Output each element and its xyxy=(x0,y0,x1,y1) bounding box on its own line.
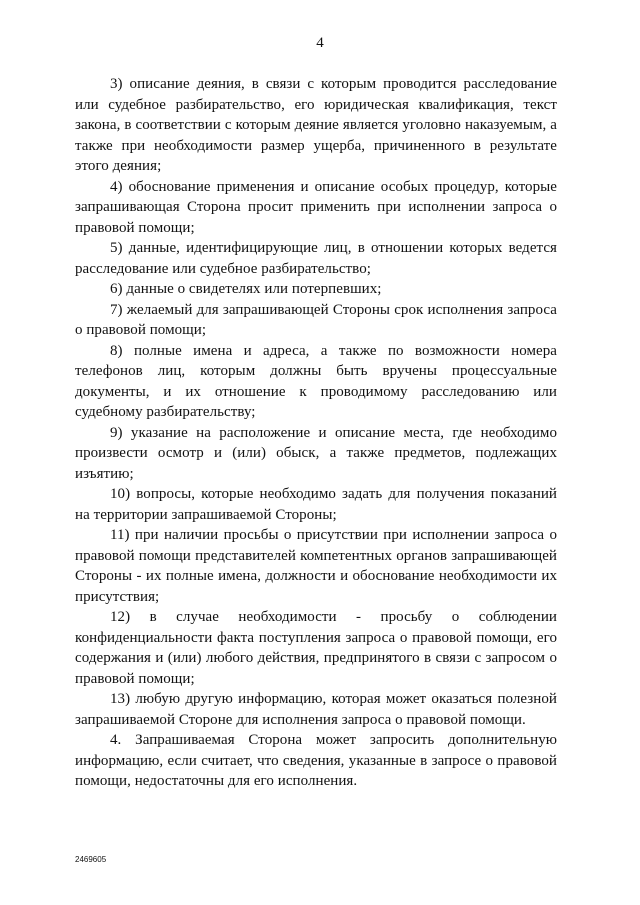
paragraph-item-13: 13) любую другую информацию, которая может оказаться полезной запрашиваемой Стороне для исполнения запроса о правовой помощи. xyxy=(75,691,557,728)
paragraph-item-6: 6) данные о свидетелях или потерпевших; xyxy=(110,281,382,297)
paragraph-item-10: 10) вопросы, которые необходимо задать для получения показаний на территории запрашиваемой Стороны; xyxy=(75,486,557,523)
paragraph-item-11: 11) при наличии просьбы о присутствии при исполнении запроса о правовой помощи представителей компетентных органов запрашивающей Стороны - их полные имена, должности и обоснование необходимости их присутствия; xyxy=(75,527,557,605)
paragraph-clause-4: 4. Запрашиваемая Сторона может запросить дополнительную информацию, если считает, что сведения, указанные в запросе о правовой помощи, недостаточны для его исполнения. xyxy=(75,732,557,789)
paragraph-item-7: 7) желаемый для запрашивающей Стороны срок исполнения запроса о правовой помощи; xyxy=(75,301,557,338)
paragraph-item-8: 8) полные имена и адреса, а также по возможности номера телефонов лиц, которым должны быть вручены процессуальные документы, и их отношение к проводимому расследованию или судебному разбирательству; xyxy=(75,342,557,420)
paragraph-item-4: 4) обоснование применения и описание особых процедур, которые запрашивающая Сторона просит применить при исполнении запроса о правовой помощи; xyxy=(75,178,557,236)
document-code: 2469605 xyxy=(75,855,107,864)
paragraph-item-5: 5) данные, идентифицирующие лиц, в отношении которых ведется расследование или судебное разбирательство; xyxy=(75,240,557,277)
paragraph-item-3: 3) описание деяния, в связи с которым проводится расследование или судебное разбирательство, его юридическая квалификация, текст закона, в соответствии с которым деяние является уголовно наказуемым, а также при необходимости размер ущерба, причиненного в результате этого деяния; xyxy=(75,76,557,174)
paragraph-item-12: 12) в случае необходимости - просьбу о соблюдении конфиденциальности факта поступления запроса о правовой помощи, его содержания и (или) любого действия, предпринятого в связи с запросом о правовой помощи; xyxy=(75,609,557,687)
page-number: 4 xyxy=(316,35,324,51)
document-body xyxy=(75,74,557,792)
paragraph-item-9: 9) указание на расположение и описание места, где необходимо произвести осмотр и (или) обыск, а также предметов, подлежащих изъятию; xyxy=(75,424,557,482)
